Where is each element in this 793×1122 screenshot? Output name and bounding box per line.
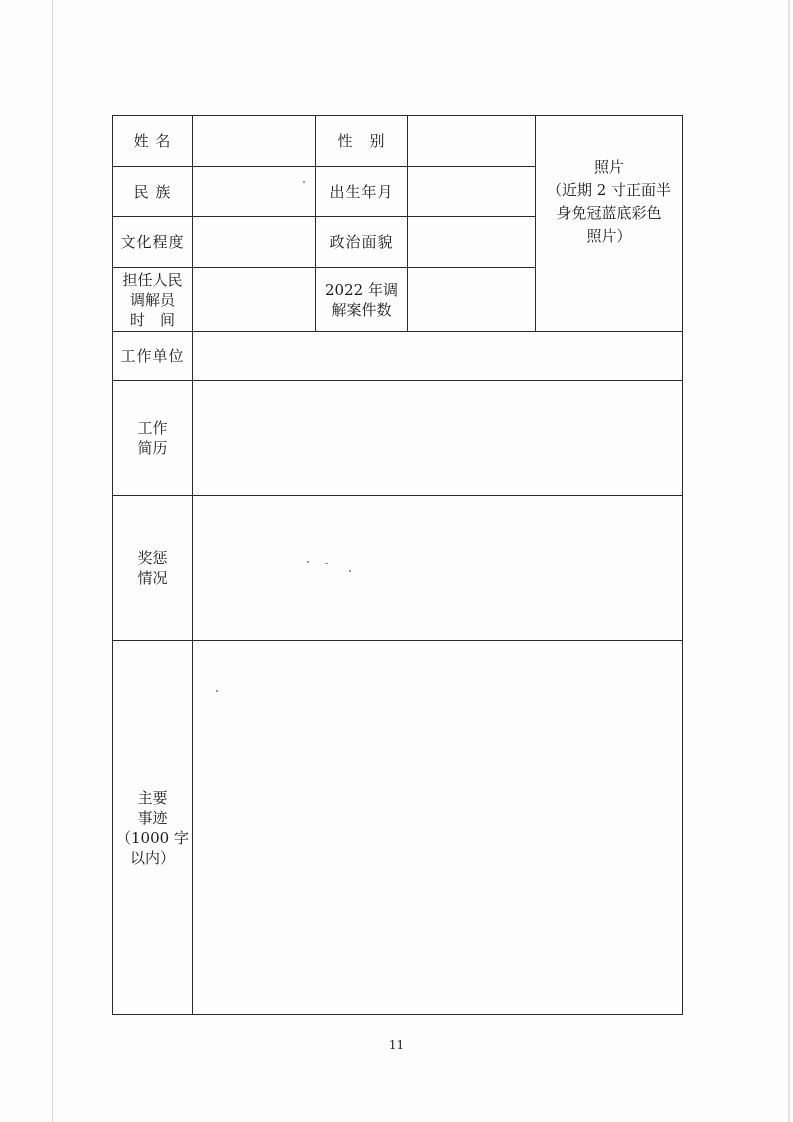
main-deeds-label-line-1: 主要 bbox=[137, 788, 168, 807]
gender-label-cell bbox=[316, 116, 408, 167]
cases-label-line-1: 2022 年调 bbox=[325, 280, 398, 299]
main-deeds-label-line-3: （1000 字 bbox=[116, 828, 189, 847]
education-label-cell bbox=[113, 217, 193, 268]
education-label: 文化程度 bbox=[120, 233, 185, 251]
page-number: 11 bbox=[388, 1038, 405, 1052]
main-deeds-label-cell bbox=[113, 641, 193, 1015]
work-history-label-line-1: 工作 bbox=[137, 419, 168, 437]
work-unit-label: 工作单位 bbox=[120, 347, 185, 365]
main-deeds-label-line-4: 以内） bbox=[129, 848, 175, 867]
education-field[interactable] bbox=[193, 217, 316, 268]
mediator-years-label-line-3: 时 间 bbox=[129, 310, 175, 329]
photo-label-line-2: （近期 2 寸正面半 bbox=[546, 180, 672, 199]
photo-cell[interactable] bbox=[536, 116, 683, 332]
gender-label: 性 别 bbox=[337, 132, 386, 150]
mediator-years-label-line-1: 担任人民 bbox=[122, 270, 183, 289]
work-history-field[interactable] bbox=[193, 381, 683, 496]
photo-label-line-3: 身免冠蓝底彩色 bbox=[556, 203, 662, 222]
birth-label: 出生年月 bbox=[329, 182, 394, 201]
scan-edge-right bbox=[788, 0, 790, 1122]
cases-field[interactable] bbox=[408, 268, 536, 332]
cases-label-cell bbox=[316, 268, 408, 332]
political-field[interactable] bbox=[408, 217, 536, 268]
work-unit-label-cell bbox=[113, 332, 193, 381]
ethnicity-label: 民 族 bbox=[133, 182, 172, 201]
mediator-info-form bbox=[112, 115, 683, 1015]
name-label-cell bbox=[113, 116, 193, 167]
photo-label-line-4: 照片） bbox=[586, 226, 632, 245]
ethnicity-field[interactable] bbox=[193, 167, 316, 217]
political-label: 政治面貌 bbox=[329, 233, 394, 251]
scan-speck bbox=[303, 181, 305, 183]
awards-field[interactable] bbox=[193, 496, 683, 641]
political-label-cell bbox=[316, 217, 408, 268]
awards-label-cell bbox=[113, 496, 193, 641]
work-history-label-line-2: 简历 bbox=[137, 439, 168, 457]
birth-label-cell bbox=[316, 167, 408, 217]
main-deeds-label-line-2: 事迹 bbox=[137, 808, 168, 827]
name-label: 姓 名 bbox=[133, 132, 172, 150]
work-history-label-cell bbox=[113, 381, 193, 496]
scan-speck bbox=[325, 563, 328, 564]
ethnicity-label-cell bbox=[113, 167, 193, 217]
main-deeds-field[interactable] bbox=[193, 641, 683, 1015]
photo-label-line-1: 照片 bbox=[593, 157, 624, 176]
mediator-years-label-cell bbox=[113, 268, 193, 332]
mediator-years-label-line-2: 调解员 bbox=[129, 290, 175, 309]
scan-speck bbox=[307, 561, 309, 563]
name-field[interactable] bbox=[193, 116, 316, 167]
scan-speck bbox=[349, 570, 351, 572]
mediator-years-field[interactable] bbox=[193, 268, 316, 332]
scan-edge-left bbox=[52, 0, 53, 1122]
birth-field[interactable] bbox=[408, 167, 536, 217]
awards-label-line-2: 情况 bbox=[137, 569, 168, 587]
gender-field[interactable] bbox=[408, 116, 536, 167]
awards-label-line-1: 奖惩 bbox=[137, 549, 168, 567]
work-unit-field[interactable] bbox=[193, 332, 683, 381]
scan-speck bbox=[216, 690, 218, 692]
cases-label-line-2: 解案件数 bbox=[331, 300, 392, 319]
